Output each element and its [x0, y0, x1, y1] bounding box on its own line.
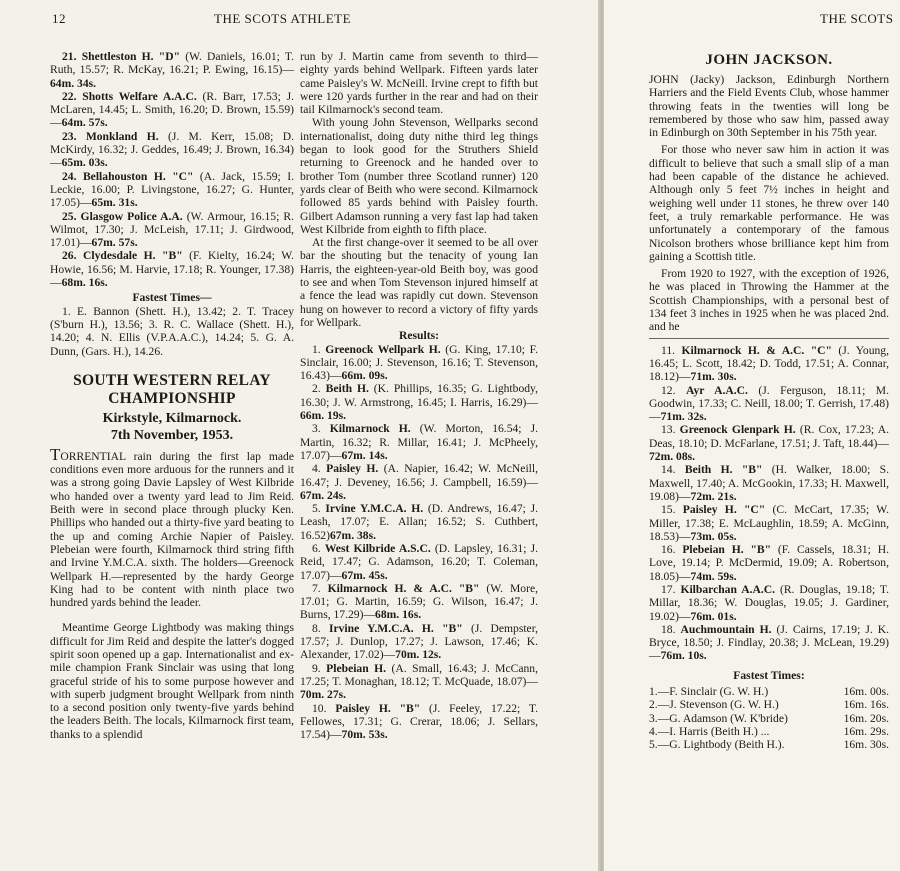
result-entry: 10. Paisley H. "B" (J. Feeley, 17.22; T. Fellowes, 17.31; G. Crerar, 18.06; J. Sellars, 17.54)—70m. 53s.	[300, 701, 538, 742]
result-entry: 13. Greenock Glenpark H. (R. Cox, 17.23; A. Deas, 18.10; D. McFarlane, 17.51; J. Taft, 18.44)—72m. 08s.	[649, 423, 890, 464]
article-venue: Kirkstyle, Kilmarnock.	[102, 410, 242, 426]
fastest-title: Fastest Times—	[132, 291, 212, 305]
page-number: 12	[52, 11, 66, 26]
result-entry: 25. Glasgow Police A.A. (W. Armour, 16.15; R. Wilmot, 17.30; J. McLeish, 17.11; J. Girdwood, 17.01)—67m. 57s.	[50, 209, 295, 250]
result-entry: 5. Irvine Y.M.C.A. H. (D. Andrews, 16.47; J. Leash, 17.07; E. Allan; 16.52; S. Cuthbert, 16.52)67m. 38s.	[300, 502, 538, 542]
fastest-time-row	[649, 685, 889, 698]
runner-name: 3.—G. Adamson (W. K'bride)	[649, 711, 788, 725]
runner-time: 16m. 30s.	[843, 738, 889, 752]
col2-paragraph-1: run by J. Martin came from seventh to third—eighty yards behind Wellpark. Fifteen yards later came Paisley's W. McNeill. Irvine crept to fifth but were 120 yards further in the rear and had on their tail Kilmarnock's second team.	[300, 50, 538, 117]
column-1	[50, 50, 294, 741]
obituary-paragraph-3: From 1920 to 1927, with the exception of 1926, he was placed in Throwing the Hammer at the Scottish Championships, with a personal best of 134 feet 3 inches in 1925 when he was placed 2nd. and he	[649, 267, 889, 334]
fastest-times-title: Fastest Times:	[733, 668, 805, 682]
result-entry: 11. Kilmarnock H. & A.C. "C" (J. Young, 16.45; L. Scott, 18.42; D. Todd, 17.51; A. Connar, 18.12)—71m. 30s.	[649, 343, 889, 384]
result-entry: 8. Irvine Y.M.C.A. H. "B" (J. Dempster, 17.57; J. Dunlop, 17.27; J. Lawson, 17.46; K. Alexander, 17.02)—70m. 12s.	[300, 621, 539, 662]
runner-name: 1.—F. Sinclair (G. W. H.)	[649, 685, 769, 699]
runner-name: 5.—G. Lightbody (Beith H.).	[649, 738, 785, 752]
right-column	[649, 52, 889, 752]
results-list	[300, 343, 538, 742]
result-entry: 17. Kilbarchan A.A.C. (R. Douglas, 19.18; T. Millar, 18.36; W. Douglas, 19.05; J. Gardiner, 19.02)—76m. 01s.	[649, 582, 890, 623]
fastest-time-row	[649, 698, 889, 711]
result-entry: 26. Clydesdale H. "B" (F. Kielty, 16.24; W. Howie, 16.56; M. Harvie, 17.18; R. Younger, 17.38)—68m. 16s.	[50, 249, 294, 290]
col2-paragraph-2: With young John Stevenson, Wellparks second internationalist, doing duty nithe third leg things began to look good for the Struthers Shield returning to Greenock and he handed over to brother Tom (number three Scotland runner) 120 yards clear of Beith who were second. Kilmarnock followed 85 yards behind with Paisley fourth. Gilbert Adamson running a very fast lap had taken West Kilbride from eighth to fifth place.	[300, 116, 538, 236]
col2-paragraph-3: At the first change-over it seemed to be all over bar the shouting but the tenacity of young Ian Harris, the eighteen-year-old Beith boy, was good to see and when Tom Stevenson injured himself at a fence the lead was rapidly cut down. Stevenson hung on however to record a victory of fifty yards for Wellpark.	[300, 236, 538, 329]
drop-cap: T	[50, 444, 61, 464]
result-entry: 2. Beith H. (K. Phillips, 16.35; G. Lightbody, 16.30; J. W. Armstrong, 16.45; I. Harris, 16.29)—66m. 19s.	[300, 382, 538, 423]
result-entry: 14. Beith H. "B" (H. Walker, 18.00; S. Maxwell, 17.40; A. McGookin, 17.33; H. Maxwell, 19.08)—72m. 21s.	[649, 463, 889, 503]
result-entry: 3. Kilmarnock H. (W. Morton, 16.54; J. Martin, 16.32; R. Millar, 16.41; J. McPheely, 17.07)—67m. 14s.	[300, 422, 538, 462]
runner-time: 16m. 20s.	[843, 711, 889, 725]
column-2	[300, 50, 538, 741]
results-continued	[50, 50, 294, 289]
results-title: Results:	[399, 329, 439, 343]
paragraph-1: TORRENTIAL rain during the first lap made conditions even more arduous for the runners and it was a strong going Davie Lapsley of West Kilbride who handed over a twenty yard lead to Jim Reid. Beith were in second place through plucky Ken. Phillips who handed out a thirty-five yard beating to the up and coming Archie Napier of Paisley. Plebeian were fourth, Kilmarnock third string fifth and Irvine Y.M.C.A. sixth. The holders—Greenock Wellpark H.—represented by the hardy George King had to be content with ninth place two hundred yards behind the leader.	[50, 444, 294, 610]
fastest-time-row	[649, 725, 889, 738]
result-entry: 6. West Kilbride A.S.C. (D. Lapsley, 16.31; J. Reid, 17.47; G. Adamson, 16.20; T. Coleman, 17.07)—67m. 45s.	[300, 541, 539, 582]
result-entry: 23. Monkland H. (J. M. Kerr, 15.08; D. McKirdy, 16.32; J. Geddes, 16.49; J. Brown, 16.34)—65m. 03s.	[50, 129, 294, 170]
result-entry: 4. Paisley H. (A. Napier, 16.42; W. McNeill, 16.47; J. Deveney, 16.56; J. Campbell, 16.59)—67m. 24s.	[300, 462, 539, 502]
result-entry: 1. Greenock Wellpark H. (G. King, 17.10; F. Sinclair, 16.00; J. Stevenson, 16.16; T. Stevenson, 16.43)—66m. 09s.	[300, 342, 539, 383]
runner-time: 16m. 00s.	[843, 685, 889, 699]
running-head-right: THE SCOTS	[820, 11, 894, 26]
result-entry: 22. Shotts Welfare A.A.C. (R. Barr, 17.53; J. McLaren, 14.45; L. Smith, 16.20; D. Brown, 15.59)—64m. 57s.	[50, 89, 294, 130]
obituary-paragraph-2: For those who never saw him in action it was difficult to believe that such a small slip of a man had been capable of the distance he achieved. Although only 5 feet 7½ inches in height and weighing well under 11 stones, he threw over 140 feet, a truly remarkable performance. He was unfortunately a contemporary of the famous Nicolson brothers whose brilliance kept him from gaining a Scottish title.	[649, 143, 889, 263]
article-date: 7th November, 1953.	[110, 427, 234, 443]
obituary-paragraph-1: JOHN (Jacky) Jackson, Edinburgh Northern Harriers and the Field Events Club, whose hammer throwing feats in the twenties will long be remembered by those who saw him, passed away in Edinburgh on 30th September in his 75th year.	[649, 73, 889, 140]
result-entry: 7. Kilmarnock H. & A.C. "B" (W. More, 17.01; G. Martin, 16.59; G. Wilson, 16.47; J. Burns, 17.29)—68m. 16s.	[300, 581, 539, 622]
runner-name: 2.—J. Stevenson (G. W. H.)	[649, 698, 779, 712]
fastest-times-list	[649, 685, 889, 751]
result-entry: 21. Shettleston H. "D" (W. Daniels, 16.01; T. Ruth, 15.57; R. McKay, 16.21; P. Ewing, 16.15)—64m. 34s.	[50, 50, 294, 90]
runner-name: 4.—I. Harris (Beith H.) ...	[649, 724, 770, 738]
fastest-time-row	[649, 712, 889, 725]
fastest-text: 1. E. Bannon (Shett. H.), 13.42; 2. T. Tracey (S'burn H.), 13.56; 3. R. C. Wallace (Shett. H.), 14.20; 4. N. Ellis (V.P.A.A.C.), 14.24; 5. G. A. Dunn, (Gars. H.), 14.26.	[50, 304, 294, 358]
right-page	[604, 0, 900, 871]
results-list-right	[649, 344, 889, 663]
result-entry: 16. Plebeian H. "B" (F. Cassels, 18.31; H. Love, 19.14; P. McDermid, 19.09; A. Robertson, 18.05)—74m. 59s.	[649, 543, 890, 583]
running-head: THE SCOTS ATHLETE	[214, 11, 352, 26]
divider	[649, 338, 889, 339]
paragraph-2: Meantime George Lightbody was making things difficult for Jim Reid and despite the latter's dogged spirit soon opened up a gap. Internationalist and ex-mile champion Frank Sinclair was using that long graceful stride of his to some purpose however and with superb judgment brought Wellpark from ninth to a second position only twenty-five yards behind the leaders Beith. The locals, Kilmarnock first team, thanks to a splendid	[50, 621, 294, 741]
fastest-time-row	[649, 738, 889, 751]
result-entry: 15. Paisley H. "C" (C. McCart, 17.35; W. Miller, 17.38; E. McLaughlin, 18.59; A. McGinn, 18.53)—73m. 05s.	[649, 503, 889, 543]
runner-time: 16m. 29s.	[843, 724, 889, 738]
runner-time: 16m. 16s.	[843, 698, 889, 712]
result-entry: 9. Plebeian H. (A. Small, 16.43; J. McCann, 17.25; T. Monaghan, 18.12; T. McQuade, 18.07)—70m. 27s.	[300, 661, 539, 702]
result-entry: 24. Bellahouston H. "C" (A. Jack, 15.59; I. Leckie, 16.00; P. Livingstone, 16.27; G. Hunter, 17.05)—65m. 31s.	[50, 169, 295, 210]
result-entry: 18. Auchmountain H. (J. Cairns, 17.19; J. K. Bryce, 18.50; J. Findlay, 20.38; J. McLean, 19.29)—76m. 10s.	[649, 622, 890, 663]
article-title: SOUTH WESTERN RELAY CHAMPIONSHIP	[73, 371, 271, 407]
result-entry: 12. Ayr A.A.C. (J. Ferguson, 18.11; M. Goodwin, 17.33; C. Neill, 18.00; T. Gerrish, 17.48)—71m. 32s.	[649, 383, 890, 424]
obituary-title: JOHN JACKSON.	[705, 52, 833, 68]
